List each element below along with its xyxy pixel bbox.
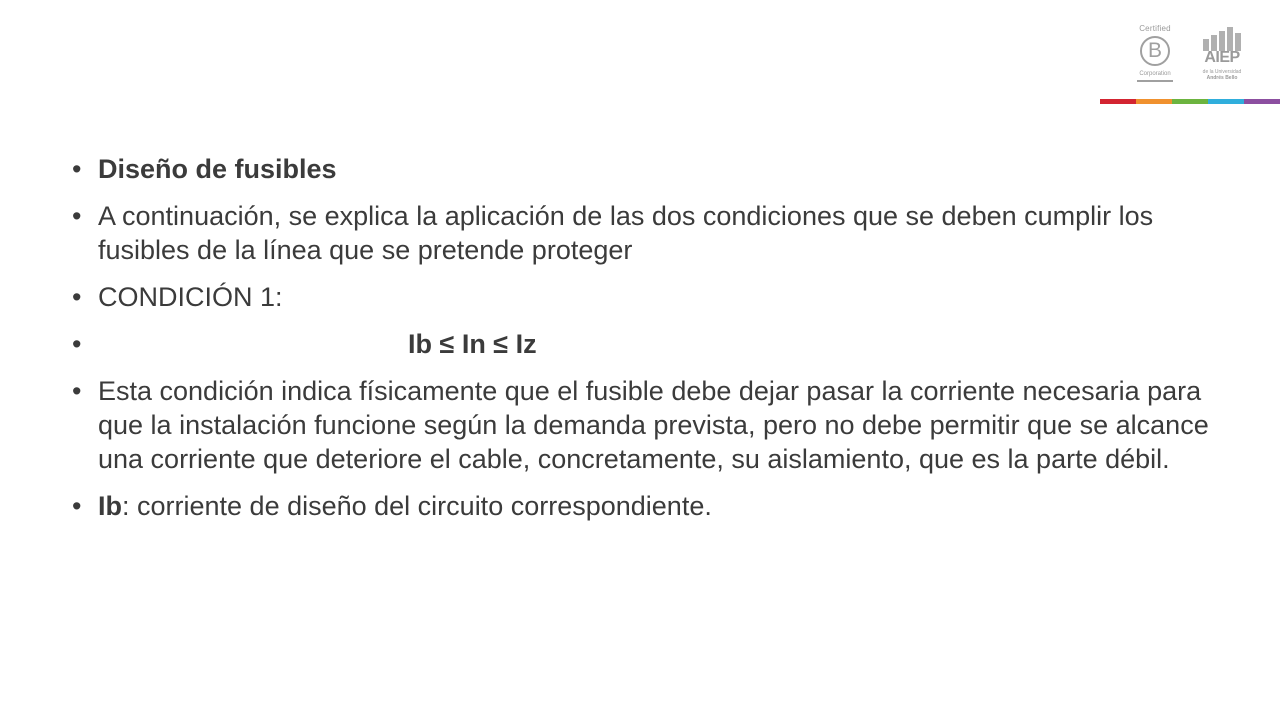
- b-corp-logo: [1133, 24, 1177, 86]
- bcorp-corporation-text: Corporation: [1139, 71, 1171, 77]
- bcorp-certified-text: Certified: [1139, 24, 1171, 33]
- bullet-title: [72, 152, 1222, 186]
- brand-color-stripe: [1100, 99, 1280, 104]
- explanation-text: Esta condición indica físicamente que el fusible debe dejar pasar la corriente necesaria para que la instalación funcione según la demanda prevista, pero no debe permitir que se alcance una corriente que deteriore el cable, concretamente, su aislamiento, que es la parte débil.: [98, 376, 1209, 474]
- bullet-condition-label: [72, 280, 1222, 314]
- aiep-subtitle-line2: Andrés Bello: [1206, 75, 1238, 81]
- bullet-dot: •: [72, 154, 82, 184]
- aiep-subtitle-line1: de la Universidad: [1202, 69, 1242, 75]
- bullet-explanation: [72, 374, 1222, 476]
- ib-term: Ib: [98, 491, 122, 521]
- intro-text: A continuación, se explica la aplicación de las dos condiciones que se deben cumplir los fusibles de la línea que se pretende proteger: [98, 201, 1154, 265]
- stripe-green: [1172, 99, 1208, 104]
- condition-label: CONDICIÓN 1:: [98, 282, 283, 312]
- bullet-dot: •: [72, 282, 82, 312]
- bullet-ib-definition: [72, 489, 1222, 523]
- bcorp-underline: [1137, 80, 1173, 82]
- aiep-wordmark: AIEP: [1204, 49, 1240, 66]
- stripe-purple: [1244, 99, 1280, 104]
- condition-formula: Ib ≤ In ≤ Iz: [408, 329, 537, 359]
- slide-body: [72, 152, 1222, 536]
- bullet-intro: [72, 199, 1222, 267]
- section-heading: Diseño de fusibles: [98, 154, 337, 184]
- aiep-building-icon: [1201, 27, 1243, 51]
- aiep-subtitle: [1201, 69, 1243, 81]
- bullet-dot: •: [72, 201, 82, 231]
- ib-definition: : corriente de diseño del circuito correspondiente.: [122, 491, 712, 521]
- bcorp-b-circle: B: [1140, 36, 1170, 66]
- aiep-logo: [1201, 27, 1243, 85]
- bullet-formula: [72, 327, 1222, 361]
- bullet-dot: •: [72, 376, 82, 406]
- stripe-red: [1100, 99, 1136, 104]
- bullet-dot: •: [72, 329, 82, 359]
- stripe-orange: [1136, 99, 1172, 104]
- bullet-dot: •: [72, 491, 82, 521]
- stripe-blue: [1208, 99, 1244, 104]
